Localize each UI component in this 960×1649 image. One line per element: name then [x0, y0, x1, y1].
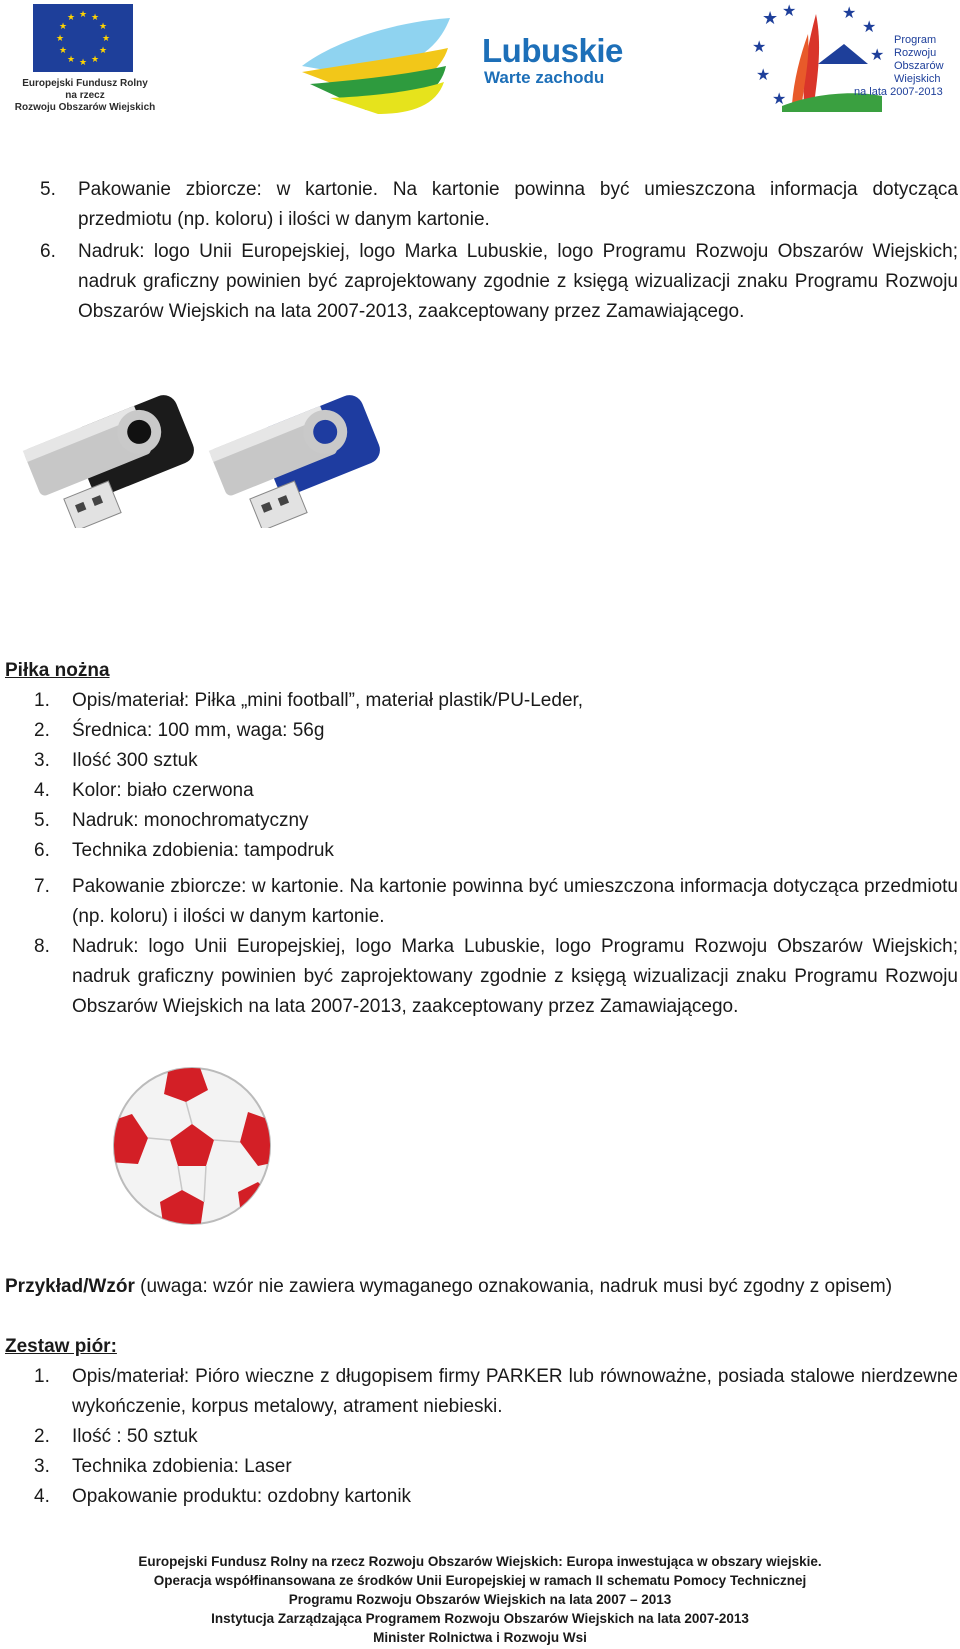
- list-number: 3.: [34, 1456, 50, 1477]
- list-item-text: Pakowanie zbiorcze: w kartonie. Na kartonie powinna być umieszczona informacja dotycząca: [78, 179, 958, 200]
- page-footer: [0, 1552, 960, 1647]
- svg-text:★: ★: [870, 45, 885, 64]
- list-number: 6.: [40, 241, 56, 262]
- prow-logo: [752, 4, 952, 116]
- footer-line: Programu Rozwoju Obszarów Wiejskich na lata 2007 – 2013: [288, 1592, 672, 1607]
- svg-text:★: ★: [772, 89, 787, 108]
- lubuskie-slogan: Warte zachodu: [484, 68, 605, 87]
- list-item-text: Nadruk: logo Unii Europejskiej, logo Marka Lubuskie, logo Programu Rozwoju Obszarów Wiejskich;: [72, 936, 958, 957]
- footer-line: Operacja współfinansowana ze środków Unii Europejskiej w ramach II schematu Pomocy Technicznej: [153, 1573, 807, 1588]
- list-item-text: (np. koloru) i ilości w danym kartonie.: [72, 906, 385, 927]
- list-number: 5.: [34, 810, 50, 831]
- svg-text:★: ★: [862, 17, 877, 36]
- list-number: 8.: [34, 936, 50, 957]
- usb-drive-blue-image: [208, 378, 388, 528]
- list-number: 4.: [34, 1486, 50, 1507]
- list-number: 7.: [34, 876, 50, 897]
- list-number: 6.: [34, 840, 50, 861]
- list-number: 4.: [34, 780, 50, 801]
- eu-logo-caption: Europejski Fundusz Rolny na rzecz Rozwoju Obszarów Wiejskich: [14, 78, 156, 113]
- prow-emblem-icon: [752, 4, 892, 116]
- list-item-text: Kolor: biało czerwona: [72, 780, 254, 801]
- list-number: 2.: [34, 1426, 50, 1447]
- svg-text:★: ★: [752, 37, 767, 56]
- svg-text:★: ★: [782, 4, 797, 20]
- list-number: 2.: [34, 720, 50, 741]
- footer-line: Europejski Fundusz Rolny na rzecz Rozwoju Obszarów Wiejskich: Europa inwestująca w obszary wiejskie.: [138, 1554, 822, 1569]
- football-image: [108, 1062, 276, 1230]
- list-item-text: nadruk graficzny powinien być zaprojektowany zgodnie z księgą wizualizacji znaku Programu Rozwoju: [78, 271, 958, 292]
- list-number: 1.: [34, 690, 50, 711]
- list-item-text: Pakowanie zbiorcze: w kartonie. Na kartonie powinna być umieszczona informacja dotycząca przedmiotu: [72, 876, 958, 897]
- list-item-text: przedmiotu (np. koloru) i ilości w danym kartonie.: [78, 209, 490, 230]
- list-item-text: Ilość : 50 sztuk: [72, 1426, 198, 1447]
- footer-line: Minister Rolnictwa i Rozwoju Wsi: [373, 1630, 587, 1645]
- section-heading-pens: Zestaw piór:: [5, 1336, 117, 1357]
- list-number: 5.: [40, 179, 56, 200]
- example-note-label: Przykład/Wzór: [5, 1276, 135, 1297]
- list-item-text: Technika zdobienia: Laser: [72, 1456, 292, 1477]
- usb-drive-black-image: [22, 378, 202, 528]
- list-item-text: nadruk graficzny powinien być zaprojektowany zgodnie z księgą wizualizacji znaku Programu Rozwoju: [72, 966, 958, 987]
- prow-logo-text: Program Rozwoju Obszarów Wiejskich: [894, 34, 944, 85]
- list-item-text: Średnica: 100 mm, waga: 56g: [72, 720, 325, 741]
- example-note: [5, 1272, 892, 1302]
- lubuskie-emblem-icon: [300, 14, 480, 114]
- section-heading-football: Piłka nożna: [5, 660, 110, 681]
- footer-line: Instytucja Zarządzająca Programem Rozwoju Obszarów Wiejskich na lata 2007-2013: [211, 1611, 749, 1626]
- eu-flag-icon: ★ ★ ★ ★ ★ ★ ★ ★ ★ ★ ★ ★: [33, 4, 133, 72]
- list-item-text: Opis/materiał: Piłka „mini football”, materiał plastik/PU-Leder,: [72, 690, 584, 711]
- list-item-text: Ilość 300 sztuk: [72, 750, 198, 771]
- lubuskie-logo: [300, 14, 623, 114]
- list-number: 3.: [34, 750, 50, 771]
- eu-efrrow-logo: [6, 4, 164, 114]
- svg-text:★: ★: [762, 8, 779, 29]
- list-item-text: Nadruk: logo Unii Europejskiej, logo Marka Lubuskie, logo Programu Rozwoju Obszarów Wiejskich;: [78, 241, 958, 262]
- example-note-text: (uwaga: wzór nie zawiera wymaganego oznakowania, nadruk musi być zgodny z opisem): [134, 1276, 893, 1297]
- svg-text:★: ★: [756, 65, 771, 84]
- list-item-text: Obszarów Wiejskich na lata 2007-2013, zaakceptowany przez Zamawiającego.: [78, 301, 745, 322]
- list-item-text: Nadruk: monochromatyczny: [72, 810, 309, 831]
- list-item-text: Opakowanie produktu: ozdobny kartonik: [72, 1486, 412, 1507]
- list-item-text: Obszarów Wiejskich na lata 2007-2013, zaakceptowany przez Zamawiającego.: [72, 996, 739, 1017]
- prow-logo-years: na lata 2007-2013: [854, 86, 943, 98]
- list-item-text: Opis/materiał: Pióro wieczne z długopisem firmy PARKER lub równoważne, posiada stalowe nierdzewne: [72, 1366, 958, 1387]
- list-number: 1.: [34, 1366, 50, 1387]
- list-item-text: Technika zdobienia: tampodruk: [72, 840, 334, 861]
- lubuskie-name: Lubuskie: [482, 32, 623, 69]
- svg-text:★: ★: [842, 4, 857, 22]
- list-item-text: wykończenie, korpus metalowy, atrament niebieski.: [72, 1396, 503, 1417]
